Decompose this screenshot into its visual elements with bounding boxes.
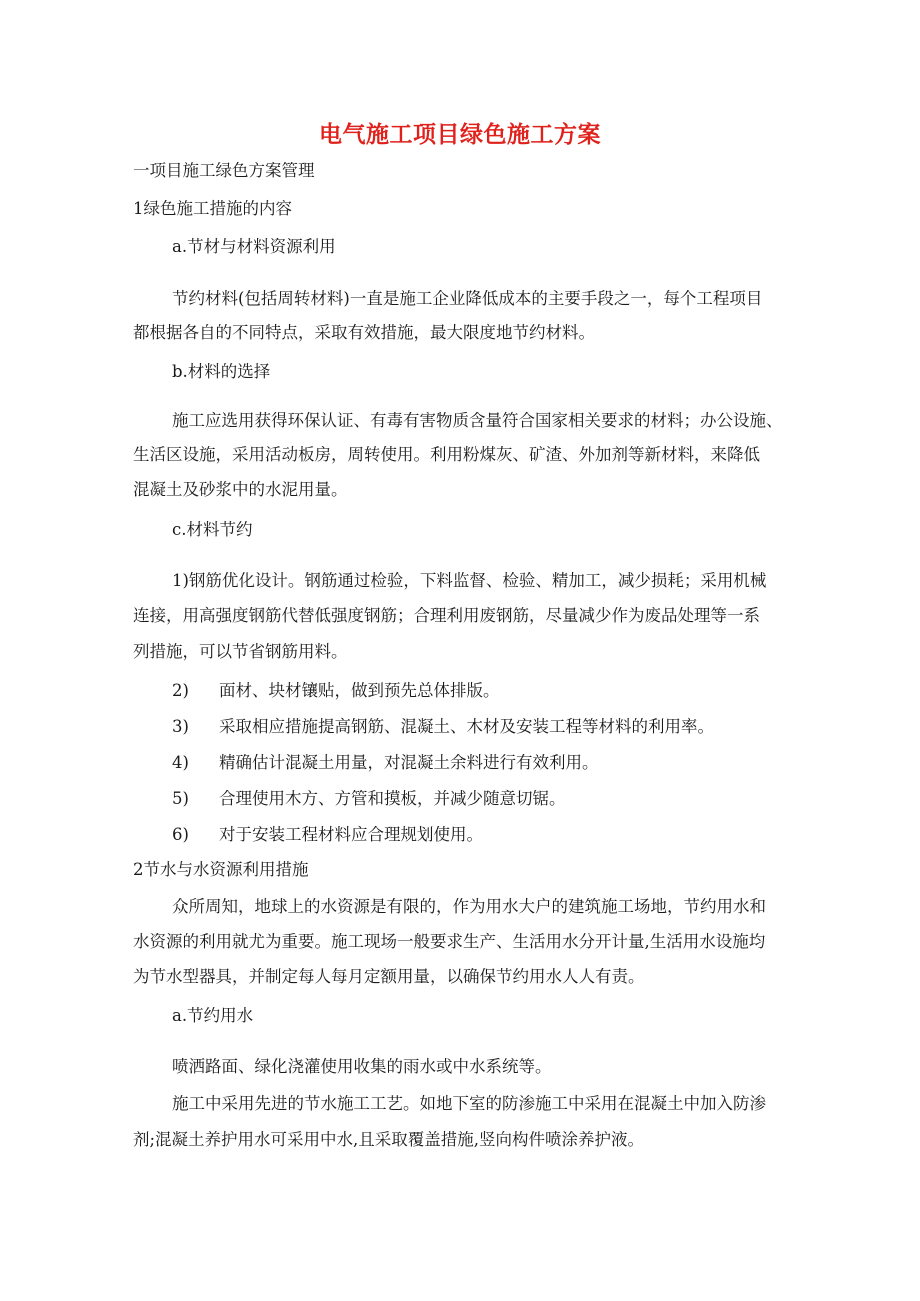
paragraph-line: 喷洒路面、绿化浇灌使用收集的雨水或中水系统等。: [172, 1057, 552, 1076]
section-heading: 一项目施工绿色方案管理: [133, 161, 315, 180]
item-heading: a.节约用水: [172, 1006, 254, 1025]
list-item-number: 5): [172, 789, 189, 808]
paragraph-line: 1)钢筋优化设计。钢筋通过检验，下料监督、检验、精加工，减少损耗；采用机械: [172, 571, 767, 590]
item-heading: c.材料节约: [172, 520, 253, 539]
list-item-number: 4): [172, 753, 189, 772]
paragraph-line: 施工应选用获得环保认证、有毒有害物质含量符合国家相关要求的材料；办公设施、: [172, 411, 783, 430]
list-item-number: 3): [172, 717, 189, 736]
paragraph-line: 连接，用高强度钢筋代替低强度钢筋；合理利用废钢筋，尽量减少作为废品处理等一系: [133, 606, 760, 625]
list-item: 精确估计混凝土用量，对混凝土余料进行有效利用。: [219, 753, 599, 772]
subsection-heading: 2节水与水资源利用措施: [133, 860, 309, 879]
paragraph-line: 剂;混凝土养护用水可采用中水,且采取覆盖措施,竖向构件喷涂养护液。: [133, 1130, 645, 1149]
subsection-heading: 1绿色施工措施的内容: [133, 199, 292, 218]
list-item-number: 6): [172, 825, 189, 844]
list-item: 对于安装工程材料应合理规划使用。: [219, 825, 483, 844]
document-title: 电气施工项目绿色施工方案: [319, 122, 601, 148]
paragraph-line: 混凝土及砂浆中的水泥用量。: [133, 480, 348, 499]
list-item-number: 2): [172, 681, 189, 700]
list-item: 采取相应措施提高钢筋、混凝土、木材及安装工程等材料的利用率。: [219, 717, 714, 736]
paragraph-line: 节约材料(包括周转材料)一直是施工企业降低成本的主要手段之一，每个工程项目: [172, 289, 763, 308]
paragraph-line: 都根据各自的不同特点，采取有效措施，最大限度地节约材料。: [133, 323, 595, 342]
item-heading: a.节材与材料资源利用: [172, 237, 336, 256]
paragraph-line: 列措施，可以节省钢筋用料。: [133, 642, 348, 661]
list-item: 面材、块材镶贴，做到预先总体排版。: [219, 681, 500, 700]
paragraph-line: 生活区设施，采用活动板房，周转使用。利用粉煤灰、矿渣、外加剂等新材料，来降低: [133, 445, 760, 464]
paragraph-line: 施工中采用先进的节水施工工艺。如地下室的防渗施工中采用在混凝土中加入防渗: [172, 1094, 766, 1113]
paragraph-line: 众所周知，地球上的水资源是有限的，作为用水大户的建筑施工场地，节约用水和: [172, 897, 766, 916]
list-item: 合理使用木方、方管和摸板，并减少随意切锯。: [219, 789, 566, 808]
paragraph-line: 为节水型器具，并制定每人每月定额用量，以确保节约用水人人有责。: [133, 967, 645, 986]
item-heading: b.材料的选择: [172, 362, 271, 381]
paragraph-line: 水资源的利用就尤为重要。施工现场一般要求生产、生活用水分开计量,生活用水设施均: [133, 932, 766, 951]
